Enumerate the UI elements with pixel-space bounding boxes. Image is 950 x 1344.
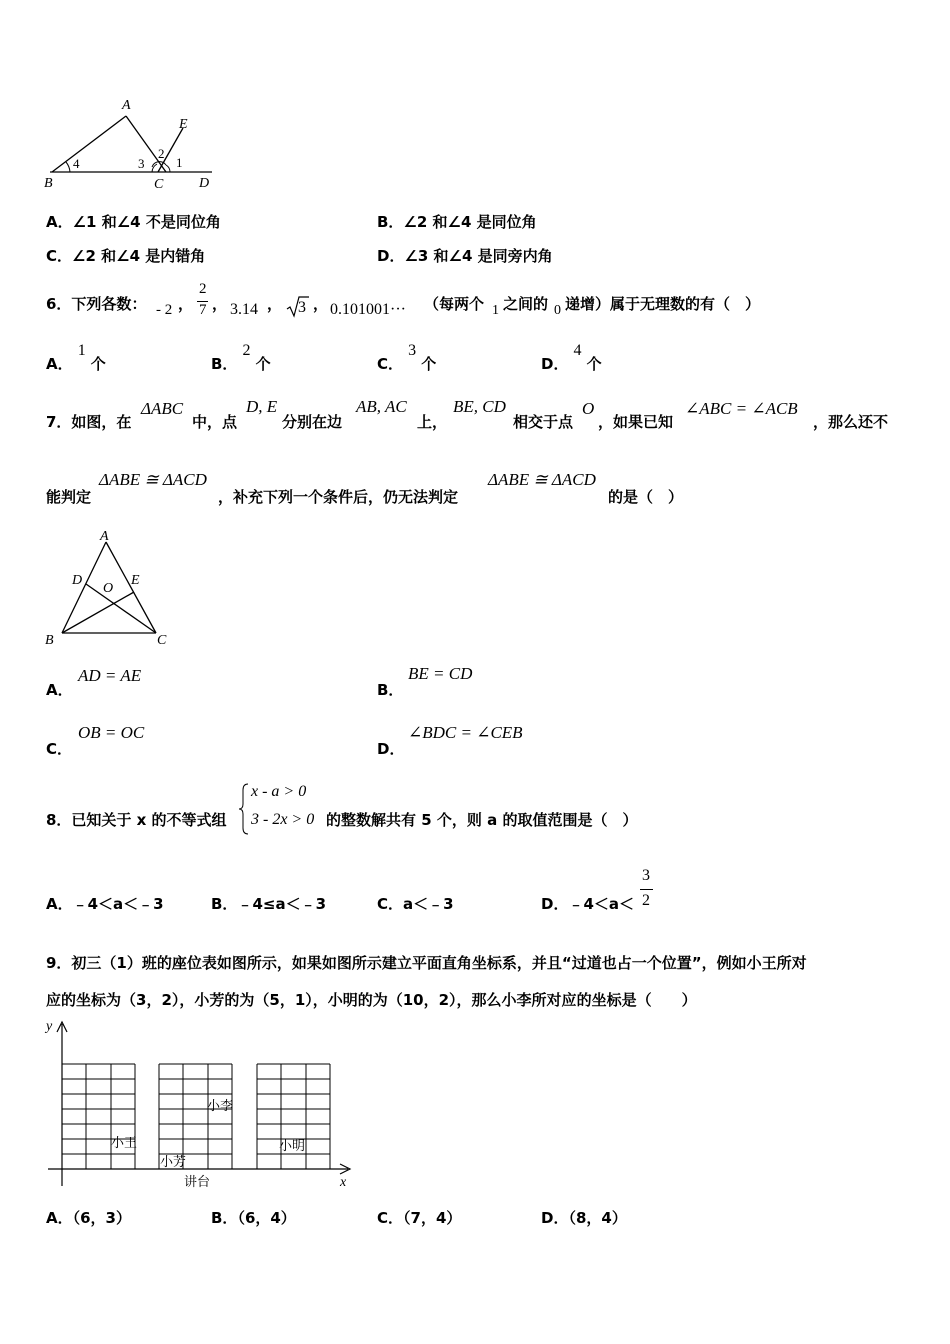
q8-inequality-1: x - a > 0 [251,783,307,800]
q5-option-c[interactable]: C．∠2 和∠4 是内错角 [46,247,206,265]
q7-math-ab-ac: AB, AC [356,397,407,416]
q7-math-de: D, E [246,397,278,416]
fig1-label-d: D [199,176,210,191]
q7-text-3: 分别在边 [282,413,343,431]
q6-note-a: （每两个 [424,295,485,313]
q6-comma-2: ， [212,295,228,313]
q7-option-c-expr[interactable]: OB = OC [78,723,145,742]
q6-comma-4: ， [313,295,329,313]
fig7-label-c: C [157,633,167,648]
q8-option-b[interactable]: B．﹣4≤a＜﹣3 [211,895,327,913]
q7-math-abc: ΔABC [141,399,184,418]
triangle-figure [42,526,182,648]
q5-option-a[interactable]: A．∠1 和∠4 不是同位角 [46,213,221,231]
q5-option-b[interactable]: B．∠2 和∠4 是同位角 [377,213,537,231]
seat-xiaoli: 小李 [207,1098,234,1113]
q6-option-a[interactable]: A． 1 个 [46,342,106,373]
fig7-label-o: O [103,581,114,596]
q8-option-d-frac-den: 2 [642,892,650,909]
q7-option-b-letter[interactable]: B． [377,681,404,699]
q9-line-1: 9．初三（1）班的座位表如图所示，如果如图所示建立平面直角坐标系，并且“过道也占一个位置”，例如小王所对 [46,954,807,972]
q8-option-a[interactable]: A．﹣4＜a＜﹣3 [46,895,164,913]
q7-math-o: O [582,399,595,418]
q7-text-1: 7．如图，在 [46,413,132,431]
q6-num-neg2: - 2 [156,302,173,318]
seat-xiaowang: 小王 [111,1135,138,1150]
q7-text-9: ，补充下列一个条件后，仍无法判定 [218,488,459,506]
q6-comma-1: ， [178,295,194,313]
q5-option-d[interactable]: D．∠3 和∠4 是同旁内角 [377,247,553,265]
q6-stem: 6．下列各数： [46,295,147,313]
q6-comma-3: ， [267,295,283,313]
q8-inequality-2: 3 - 2x > 0 [251,811,315,828]
podium-label: 讲台 [184,1174,211,1189]
seat-xiaoming: 小明 [279,1138,306,1153]
q6-note-one: 1 [492,303,499,318]
q7-text-6: ，如果已知 [598,413,674,431]
q6-frac-num: 2 [199,281,207,297]
chart-axis-x: x [340,1175,347,1190]
seat-xiaofang: 小芳 [160,1154,187,1169]
q6-frac-den: 7 [199,302,207,318]
q6-num-decimal: 0.101001··· [330,301,406,318]
q6-note-b: 之间的 [503,295,549,313]
q6-option-b[interactable]: B． 2 个 [211,342,271,373]
chart-axis-y: y [46,1019,53,1034]
fig7-label-b: B [45,633,54,648]
q6-sqrt-radicand: 3 [298,299,306,316]
q9-line-2: 应的坐标为（3，2），小芳的为（5，1），小明的为（10，2），那么小李所对应的坐标是（ ） [46,991,697,1009]
fig7-label-a: A [100,529,109,544]
q7-math-congruent-2: ΔABE ≅ ΔACD [488,470,596,489]
fig7-label-e: E [131,573,140,588]
q7-text-10: 的是（ ） [608,488,684,506]
q7-math-angles: ∠ABC = ∠ACB [685,399,798,418]
q9-option-a[interactable]: A．（6，3） [46,1209,131,1227]
q7-option-a-expr[interactable]: AD = AE [78,666,142,685]
q7-option-d-expr[interactable]: ∠BDC = ∠CEB [408,723,523,742]
q7-math-congruent-1: ΔABE ≅ ΔACD [99,470,207,489]
q7-option-b-expr[interactable]: BE = CD [408,664,473,683]
fig1-label-e: E [179,117,188,132]
q7-option-a-letter[interactable]: A． [46,681,73,699]
q7-text-7: ，那么还不 [813,413,889,431]
q8-option-d-frac-bar [640,889,653,890]
q6-option-c[interactable]: C． 3 个 [377,342,437,373]
fig1-angle-1: 1 [176,155,183,170]
fig7-label-d: D [72,573,83,588]
q8-brace [238,782,250,836]
fig1-angle-4: 4 [73,156,80,171]
q6-option-d[interactable]: D． 4 个 [541,342,602,373]
q7-text-5: 相交于点 [513,413,574,431]
q7-option-d-letter[interactable]: D． [377,740,405,758]
q7-option-c-letter[interactable]: C． [46,740,73,758]
q6-note-c: 递增）属于无理数的有（ ） [565,295,761,313]
angle-figure [40,92,225,192]
fig1-angle-3: 3 [138,156,145,171]
q9-option-b[interactable]: B．（6，4） [211,1209,296,1227]
fig1-label-c: C [154,177,164,192]
fig1-label-b: B [44,176,53,191]
q8-option-c[interactable]: C．a＜﹣3 [377,895,454,913]
q8-option-d-frac-num: 3 [642,867,650,884]
q8-stem-a: 8．已知关于 x 的不等式组 [46,811,227,829]
q7-text-8: 能判定 [46,488,92,506]
q8-option-d[interactable]: D．﹣4＜a＜ [541,895,635,913]
q9-option-c[interactable]: C．（7，4） [377,1209,462,1227]
seating-chart [40,1016,360,1192]
fig1-label-a: A [122,98,131,113]
q7-text-2: 中，点 [192,413,238,431]
q7-text-4: 上， [417,413,448,431]
fig1-angle-2: 2 [158,146,165,161]
q8-stem-b: 的整数解共有 5 个，则 a 的取值范围是（ ） [326,811,638,829]
q7-math-be-cd: BE, CD [453,397,506,416]
q6-note-zero: 0 [554,303,561,318]
q6-num-314: 3.14 [230,301,258,318]
q9-option-d[interactable]: D．（8，4） [541,1209,627,1227]
